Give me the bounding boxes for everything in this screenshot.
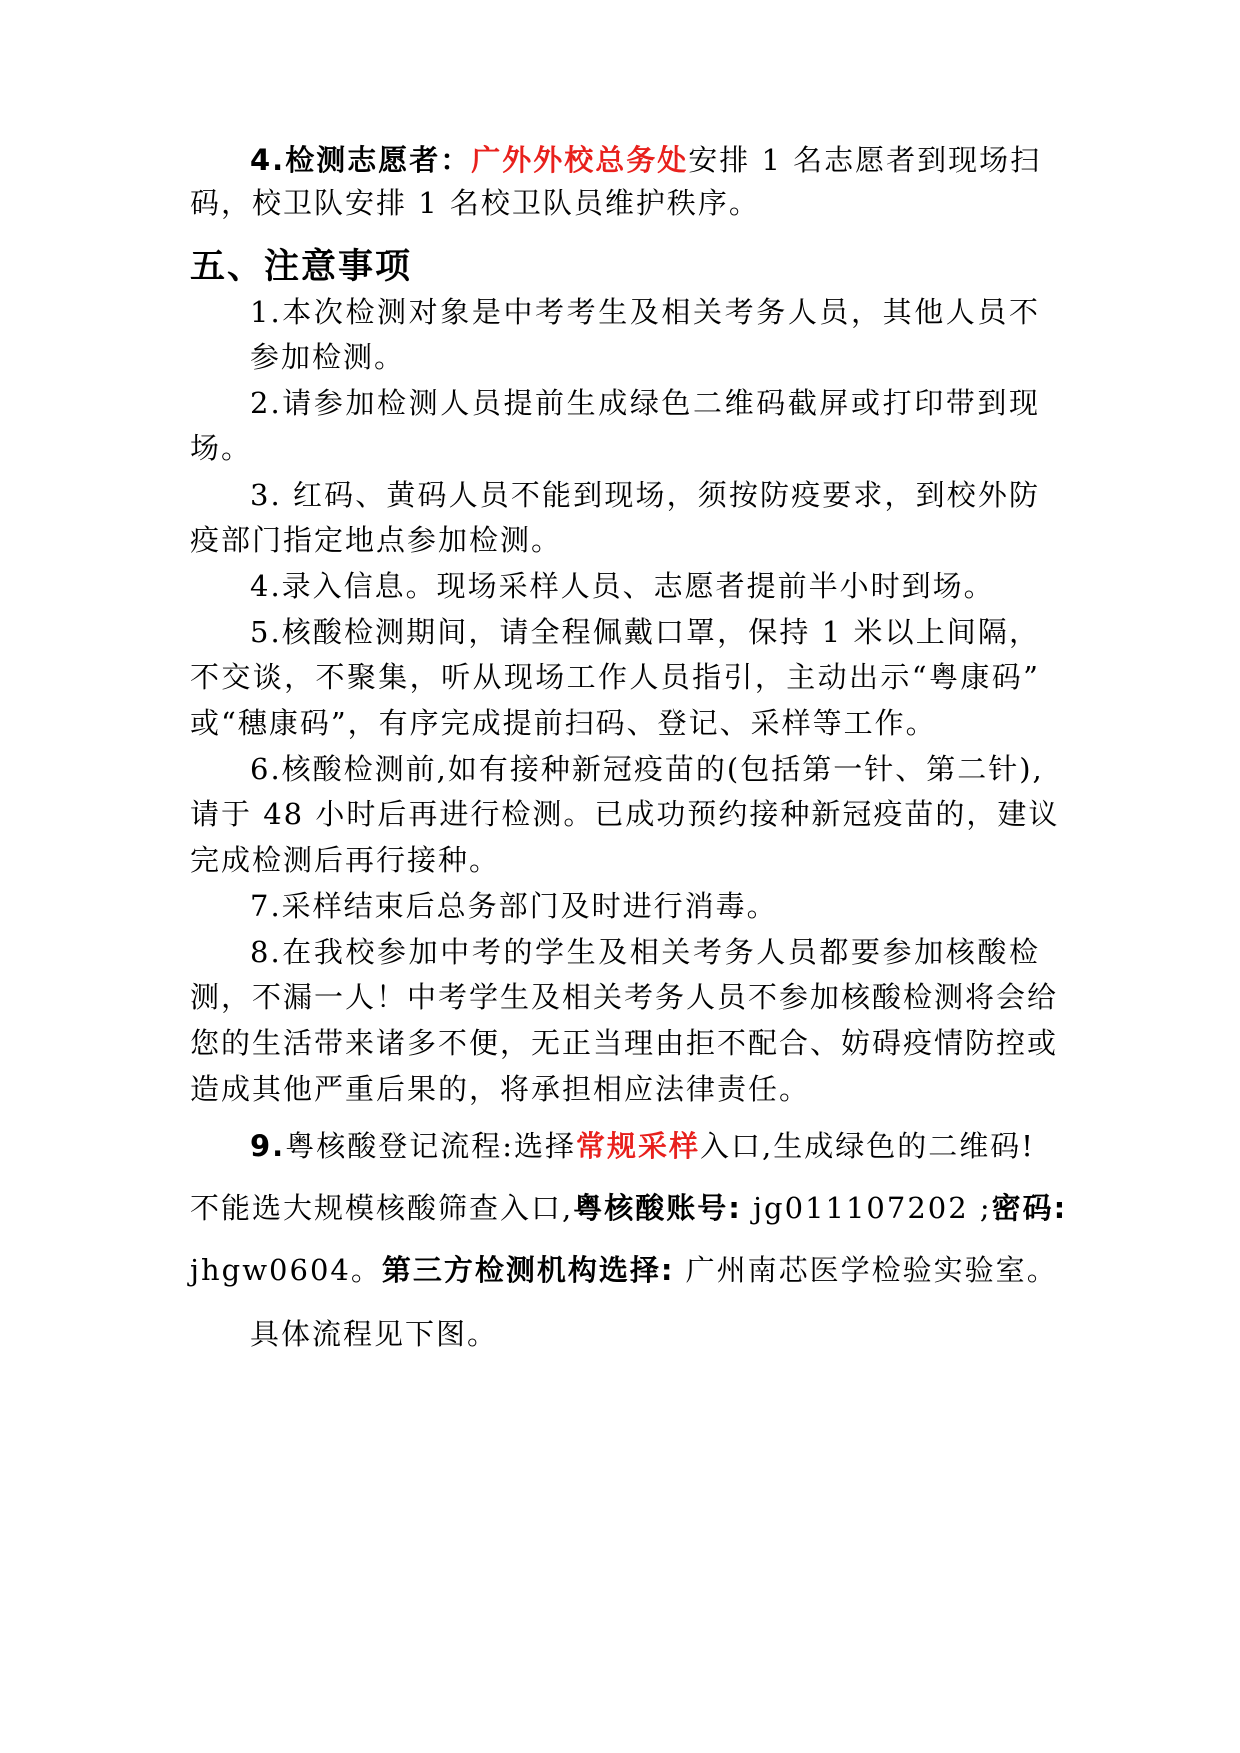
notice-item-9-line-3	[190, 1250, 1058, 1290]
notice-item-9-text-1: 粤核酸登记流程:选择	[285, 1129, 576, 1163]
notice-item-8-line-1: 8.在我校参加中考的学生及相关考务人员都要参加核酸检	[250, 935, 1040, 969]
notice-item-3-line-2: 疫部门指定地点参加检测。	[190, 523, 563, 557]
notice-item-9-line-1	[250, 1126, 1035, 1166]
notice-item-8-line-3: 您的生活带来诸多不便，无正当理由拒不配合、妨碍疫情防控或	[190, 1026, 1059, 1060]
see-below-text: 具体流程见下图。	[250, 1317, 499, 1351]
account-label: 粤核酸账号:	[573, 1191, 742, 1225]
notice-item-7-line-1: 7.采样结束后总务部门及时进行消毒。	[250, 889, 778, 923]
notice-item-4-line-1: 4.录入信息。现场采样人员、志愿者提前半小时到场。	[250, 569, 995, 603]
notice-item-1-line-2: 参加检测。	[250, 340, 406, 374]
agency-label: 第三方检测机构选择:	[381, 1253, 675, 1287]
volunteer-paragraph-line-2: 码，校卫队安排 1 名校卫队员维护秩序。	[190, 186, 760, 220]
volunteer-text-1: 安排 1 名志愿者到现场扫	[688, 143, 1042, 177]
section-heading: 五、注意事项	[190, 247, 413, 287]
notice-item-6-line-1: 6.核酸检测前,如有接种新冠疫苗的(包括第一针、第二针),	[250, 752, 1044, 786]
notice-item-2-line-2: 场。	[190, 431, 253, 465]
notice-item-5-line-2: 不交谈，不聚集，听从现场工作人员指引，主动出示“粤康码”	[190, 660, 1040, 694]
notice-item-9-line-2	[190, 1188, 1067, 1228]
notice-item-3-line-1: 3. 红码、黄码人员不能到现场，须按防疫要求，到校外防	[250, 478, 1040, 512]
notice-item-5-line-3: 或“穗康码”，有序完成提前扫码、登记、采样等工作。	[190, 706, 937, 740]
notice-item-9-number: 9.	[250, 1129, 286, 1163]
notice-item-8-line-2: 测，不漏一人！中考学生及相关考务人员不参加核酸检测将会给	[190, 980, 1059, 1014]
notice-item-9-text-3: 不能选大规模核酸筛查入口,	[190, 1191, 574, 1225]
volunteer-paragraph-line-1	[250, 140, 1040, 180]
notice-item-6-line-3: 完成检测后再行接种。	[190, 843, 501, 877]
notice-item-5-line-1: 5.核酸检测期间，请全程佩戴口罩，保持 1 米以上间隔，	[250, 615, 1040, 649]
password-value: jhgw0604。	[190, 1253, 382, 1287]
password-label: 密码:	[991, 1191, 1068, 1225]
volunteer-label: 检测志愿者：	[285, 143, 472, 177]
notice-item-2-line-1: 2.请参加检测人员提前生成绿色二维码截屏或打印带到现	[250, 386, 1040, 420]
notice-item-1-line-1: 1.本次检测对象是中考考生及相关考务人员，其他人员不	[250, 295, 1040, 329]
notice-item-6-line-2: 请于 48 小时后再进行检测。已成功预约接种新冠疫苗的，建议	[190, 797, 1060, 831]
volunteer-highlight: 广外外校总务处	[471, 143, 689, 177]
notice-item-8-line-4: 造成其他严重后果的，将承担相应法律责任。	[190, 1072, 811, 1106]
notice-item-9-highlight: 常规采样	[575, 1129, 700, 1163]
account-value: jg011107202 ;	[741, 1191, 992, 1225]
notice-item-9-text-2: 入口,生成绿色的二维码!	[700, 1129, 1035, 1163]
agency-value: 广州南芯医学检验实验室。	[674, 1253, 1058, 1287]
volunteer-number: 4.	[250, 143, 286, 177]
